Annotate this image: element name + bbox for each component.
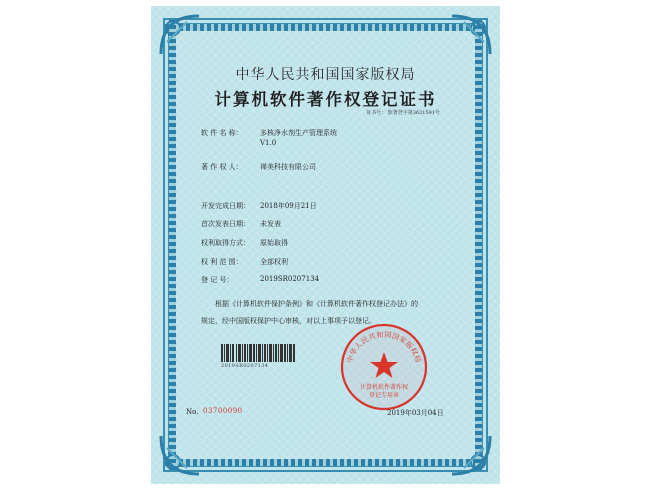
corner-ornament-icon xyxy=(157,12,203,58)
field-value: V1.0 xyxy=(260,139,277,147)
barcode-number: 2019SR0207134 xyxy=(221,363,269,369)
barcode-icon xyxy=(221,344,295,362)
issue-date: 2019年03月04日 xyxy=(387,409,444,417)
corner-ornament-icon xyxy=(448,12,494,58)
field-value: 未发表 xyxy=(260,220,281,228)
seal-line1: 计算机软件著作权 xyxy=(359,384,409,391)
field-label: 首次发表日期： xyxy=(201,220,250,228)
field-label: 权利取得方式： xyxy=(201,239,250,247)
statement-line: 根据《计算机软件保护条例》和《计算机软件著作权登记办法》的 xyxy=(215,300,418,308)
issuer-title: 中华人民共和国国家版权局 xyxy=(235,67,416,83)
field-label: 著 作 权 人： xyxy=(201,163,243,171)
field-label: 登 记 号： xyxy=(201,276,234,284)
certificate xyxy=(151,6,500,484)
certificate-title: 计算机软件著作权登记证书 xyxy=(214,90,437,109)
field-value: 2018年09月21日 xyxy=(260,202,317,210)
field-label: 开发完成日期： xyxy=(201,202,250,210)
field-label: 权 利 范 围： xyxy=(201,258,243,266)
field-value: 全部权利 xyxy=(260,258,288,266)
corner-ornament-icon xyxy=(157,432,203,478)
field-label: 软 件 名 称： xyxy=(201,129,243,137)
serial-number: 03700090 xyxy=(203,407,243,415)
field-value: 2019SR0207134 xyxy=(260,275,320,283)
seal-ring-text: 中华人民共和国国家版权局 xyxy=(344,329,424,364)
field-value: 禅美科技有限公司 xyxy=(260,163,316,171)
field-value: 原始取得 xyxy=(260,239,288,247)
statement-line: 规定，经中国版权保护中心审核，对以上事项予以登记。 xyxy=(201,317,376,325)
field-value: 多核净水剂生产管理系统 xyxy=(260,129,337,137)
serial-label: No. xyxy=(186,408,199,416)
border-band-top xyxy=(165,24,486,31)
official-seal-icon xyxy=(339,322,429,412)
certificate-number: 证书号： 软著登字第3621591号 xyxy=(366,110,440,116)
corner-ornament-icon xyxy=(448,432,494,478)
seal-line2: 登记专用章 xyxy=(368,392,400,399)
border-band-bottom xyxy=(165,459,486,466)
